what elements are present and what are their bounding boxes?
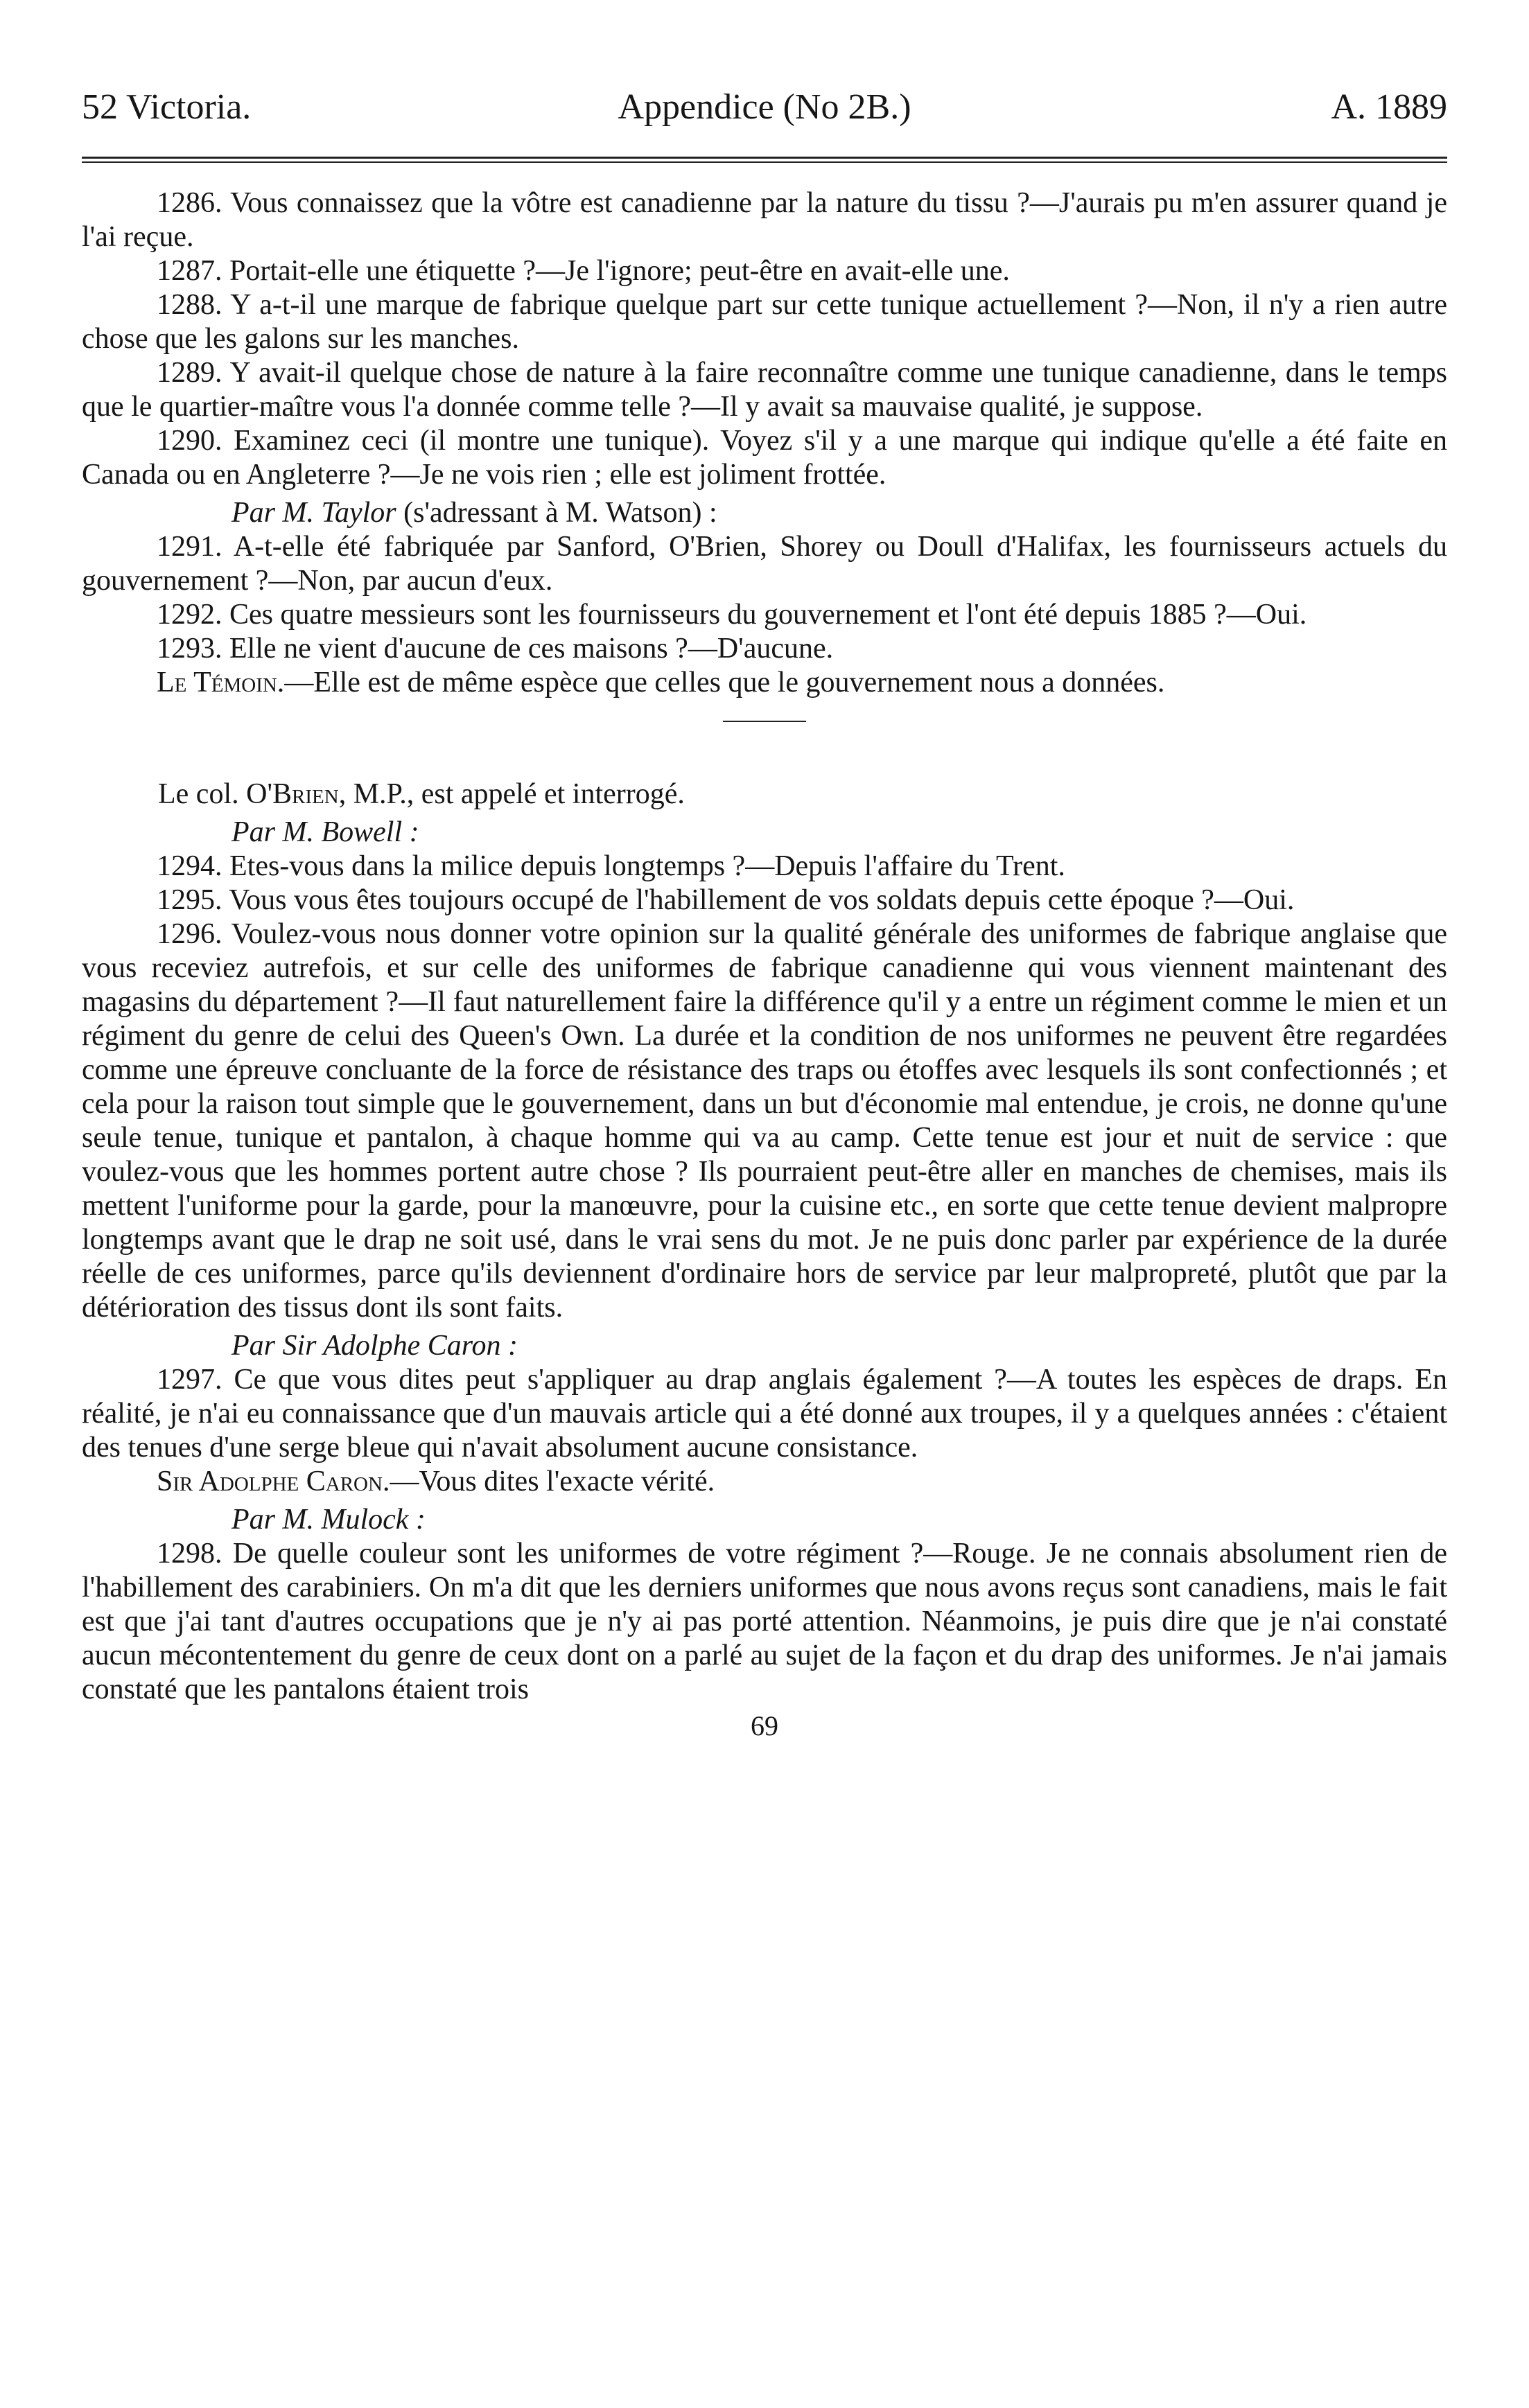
- speaker-taylor: [82, 496, 1447, 530]
- speaker-bowell: Par M. Bowell :: [231, 816, 419, 848]
- paragraph-1295: 1295. Vous vous êtes toujours occupé de l'habillement de vos soldats depuis cette époque ?—Oui.: [157, 884, 1295, 916]
- speaker-mulock: Par M. Mulock :: [231, 1504, 426, 1536]
- witness-label: Le Témoin.: [157, 667, 285, 698]
- witness-called-after: , M.P., est appelé et interrogé.: [338, 778, 685, 810]
- speaker-caron: Par Sir Adolphe Caron :: [231, 1330, 518, 1362]
- caron-label: Sir Adolphe Caron.: [157, 1466, 390, 1497]
- paragraph-1291: 1291. A-t-elle été fabriquée par Sanford, O'Brien, Shorey ou Doull d'Halifax, les fournisseurs actuels du gouvernement ?—Non, par aucun d'eux.: [82, 531, 1447, 597]
- document-page: [82, 76, 1447, 1742]
- running-head: [82, 76, 1447, 139]
- paragraph-1294: 1294. Etes-vous dans la milice depuis longtemps ?—Depuis l'affaire du Trent.: [157, 850, 1065, 882]
- header-double-rule: [82, 157, 1447, 163]
- running-head-right: A. 1889: [1331, 87, 1447, 127]
- running-head-center: Appendice (No 2B.): [618, 87, 911, 127]
- caron-text: —Vous dites l'exacte vérité.: [390, 1466, 715, 1497]
- paragraph-1297: 1297. Ce que vous dites peut s'appliquer au drap anglais également ?—A toutes les espèces de draps. En réalité, je n'ai eu connaissance que d'un mauvais article qui a été donné aux troupes, il y a quelques années : c'étaient des tenues d'une serge bleue qui n'avait absolument aucune consistance.: [82, 1364, 1447, 1464]
- paragraph-1287: 1287. Portait-elle une étiquette ?—Je l'ignore; peut-être en avait-elle une.: [157, 255, 1010, 287]
- paragraph-1292: 1292. Ces quatre messieurs sont les fournisseurs du gouvernement et l'ont été depuis 1885 ?—Oui.: [157, 599, 1307, 631]
- paragraph-1290: 1290. Examinez ceci (il montre une tunique). Voyez s'il y a une marque qui indique qu'elle a été faite en Canada ou en Angleterre ?—Je ne vois rien ; elle est joliment frottée.: [82, 425, 1447, 491]
- paragraph-1288: 1288. Y a-t-il une marque de fabrique quelque part sur cette tunique actuellement ?—Non, il n'y a rien autre chose que les galons sur les manches.: [82, 289, 1447, 355]
- paragraph-1286: 1286. Vous connaissez que la vôtre est canadienne par la nature du tissu ?—J'aurais pu m'en assurer quand je l'ai reçue.: [82, 187, 1447, 253]
- paragraph-1293: 1293. Elle ne vient d'aucune de ces maisons ?—D'aucune.: [157, 633, 834, 665]
- running-head-left: 52 Victoria.: [82, 87, 252, 127]
- speaker-taylor-note: (s'adressant à M. Watson) :: [403, 497, 717, 529]
- witness-called-name: Brien: [272, 778, 339, 810]
- paragraph-1289: 1289. Y avait-il quelque chose de nature à la faire reconnaître comme une tunique canadienne, dans le temps que le quartier-maître vous l'a donnée comme telle ?—Il y avait sa mauvaise qualité, je suppose.: [82, 357, 1447, 423]
- body-text: [82, 186, 1447, 1707]
- witness-text: —Elle est de même espèce que celles que le gouvernement nous a données.: [284, 667, 1165, 698]
- caron-statement: [82, 1465, 1447, 1499]
- speaker-taylor-name: Par M. Taylor: [231, 497, 396, 529]
- witness-called-before: Le col. O': [158, 778, 273, 810]
- section-separator: [723, 721, 806, 722]
- witness-statement: [82, 666, 1447, 700]
- paragraph-1298: 1298. De quelle couleur sont les uniformes de votre régiment ?—Rouge. Je ne connais absolument rien de l'habillement des carabiniers. On m'a dit que les derniers uniformes que nous avons reçus sont canadiens, mais le fait est que j'ai tant d'autres occupations que je n'y ai pas porté attention. Néanmoins, je puis dire que je n'ai constaté aucun mécontentement du genre de ceux dont on a parlé au sujet de la façon et du drap des uniformes. Je n'ai jamais constaté que les pantalons étaient trois: [82, 1538, 1447, 1705]
- witness-called: [82, 777, 1447, 811]
- page-number: 69: [751, 1710, 778, 1741]
- paragraph-1296: 1296. Voulez-vous nous donner votre opinion sur la qualité générale des uniformes de fabrique anglaise que vous receviez autrefois, et sur celle des uniformes de fabrique canadienne qui vous viennent maintenant des magasins du département ?—Il faut naturellement faire la différence qu'il y a entre un régiment comme le mien et un régiment du genre de celui des Queen's Own. La durée et la condition de nos uniformes ne peuvent être regardées comme une épreuve concluante de la force de résistance des traps ou étoffes avec lesquels ils sont confectionnés ; et cela pour la raison tout simple que le gouvernement, dans un but d'économie mal entendue, je crois, ne donne qu'une seule tenue, tunique et pantalon, à chaque homme qui va au camp. Cette tenue est jour et nuit de service : que voulez-vous que les hommes portent autre chose ? Ils pourraient peut-être aller en manches de chemises, mais ils mettent l'uniforme pour la garde, pour la manœuvre, pour la cuisine etc., en sorte que cette tenue devient malpropre longtemps avant que le drap ne soit usé, dans le vrai sens du mot. Je ne puis donc parler par expérience de la durée réelle de ces uniformes, parce qu'ils deviennent d'ordinaire hors de service par leur malpropreté, plutôt que par la détérioration des tissus dont ils sont faits.: [82, 918, 1447, 1324]
